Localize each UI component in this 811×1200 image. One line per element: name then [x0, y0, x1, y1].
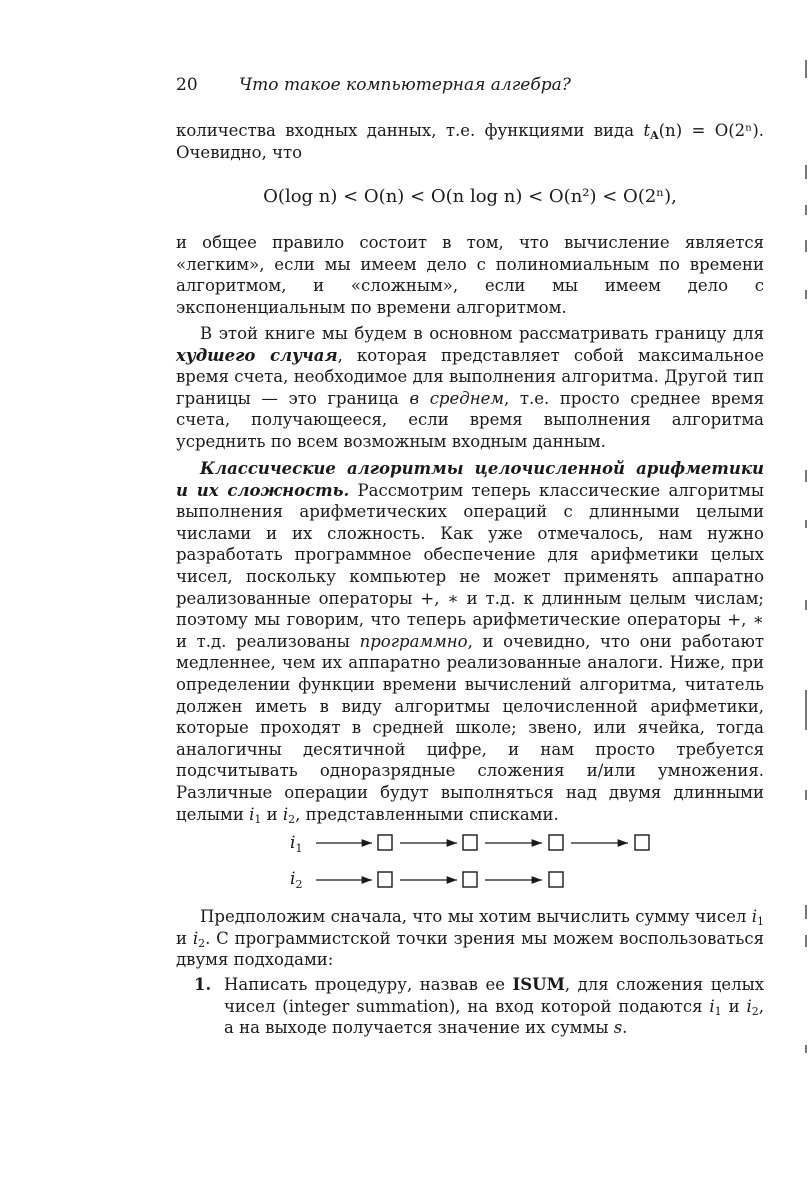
math-var: i: [192, 928, 199, 948]
math-subscript: 1: [757, 915, 764, 928]
list-item: [194, 974, 764, 1039]
paragraph-3: [176, 323, 764, 453]
paragraph-text: Предположим сначала, что мы хотим вычислить сумму чисел: [200, 907, 752, 926]
paragraph-5: [176, 906, 764, 971]
page-header: [176, 75, 571, 95]
numbered-list: [194, 974, 764, 1039]
math-subscript: 1: [254, 812, 262, 826]
math-var: t: [643, 121, 651, 140]
paragraph-text: количества входных данных, т.е. функциями вида: [176, 121, 644, 140]
paragraph-text: . С программистской точки зрения мы можем воспользоваться двумя подходами:: [176, 928, 764, 970]
list-cell: [549, 835, 563, 850]
section-heading: Классические алгоритмы целочисленной арифметики и их сложность.: [176, 459, 764, 500]
math-var: i: [709, 996, 715, 1016]
paragraph-text: Написать процедуру, назвав ее: [224, 975, 513, 994]
list-label-i1: $i_1$: [290, 833, 303, 855]
list-label-i2: $i_2$: [290, 869, 303, 891]
emphasis: худшего случая: [176, 345, 338, 365]
paragraph-text: , и очевидно, что они работают медленнее, чем их аппаратно реализованные аналоги. Ниже, при определении функции времени вычислений алгоритма, читатель должен иметь в виду алгоритмы целочисленной арифметики, которые проходят в средней школе; звено, или ячейка, тогда аналогичны десятичной цифре, и нам просто требуется подсчитывать одноразрядные сложения и/или умножения. Различные операции будут выполняться над двумя длинными целыми: [176, 631, 764, 824]
page-number: 20: [176, 75, 198, 95]
paragraph-4: [176, 458, 764, 825]
math-subscript: 2: [751, 1004, 759, 1018]
paragraph-text: В этой книге мы будем в основном рассматривать границу для: [200, 324, 764, 343]
paragraph-text: , т.е. просто среднее время счета, получающееся, если время выполнения алгоритма усреднить по всем возможным входным данным.: [176, 388, 764, 451]
emphasis: программно: [359, 631, 468, 651]
list-cell: [463, 872, 477, 887]
math-subscript: A: [650, 129, 659, 142]
paragraph-2: и общее правило состоит в том, что вычисление является «легким», если мы имеем дело с полиномиальным по времени алгоритмом, и «сложным», если мы имеем дело с экспоненциальным по времени алгоритмом.: [176, 233, 764, 317]
paragraph-text: и: [721, 996, 747, 1016]
list-marker: 1.: [194, 975, 212, 994]
procedure-name: ISUM: [512, 975, 565, 994]
display-formula: O(log n) < O(n) < O(n log n) < O(n²) < O(2ⁿ),: [263, 186, 677, 207]
math-var: i: [249, 804, 255, 824]
paragraph-text: , которая представляет собой максимальное время счета, необходимое для выполнения алгоритма. Другой тип границы — это граница: [176, 345, 765, 408]
list-cell: [463, 835, 477, 850]
list-item-body: [224, 974, 764, 1039]
list-cell: [549, 872, 563, 887]
list-cell: [378, 835, 392, 850]
paragraph-text: Рассмотрим теперь классические алгоритмы выполнения арифметических операций с длинными целыми числами и их сложность. Как уже отмечалось, нам нужно разработать программное обеспечение для арифметики целых чисел, поскольку компьютер не может применять аппаратно реализованные операторы +, ∗ и т.д. к длинным целым числам; поэтому мы говорим, что теперь арифметические операторы +, ∗ и т.д. реализованы: [176, 480, 764, 651]
math-var: i: [746, 996, 752, 1016]
paragraph-text: и: [176, 928, 193, 948]
scan-margin-marks: [797, 0, 811, 1200]
math-var: s: [613, 1018, 623, 1038]
math-subscript: 1: [714, 1004, 722, 1018]
linked-list-diagram: [288, 828, 668, 896]
list-cell: [635, 835, 649, 850]
paragraph-text: и: [261, 804, 283, 824]
emphasis: в среднем: [409, 388, 505, 408]
math-var: i: [282, 804, 289, 824]
paragraph-text: (n) = O(2ⁿ). Очевидно, что: [176, 121, 764, 162]
math-var: i: [751, 907, 757, 926]
math-subscript: 2: [288, 812, 296, 826]
paragraph-text: .: [622, 1018, 628, 1038]
paragraph-text: , представленными списками.: [295, 804, 559, 824]
paragraph-text: , а на выходе получается значение их суммы: [224, 996, 764, 1038]
math-subscript: 2: [198, 936, 206, 950]
list-cell: [378, 872, 392, 887]
paragraph-1: [176, 120, 764, 163]
paragraph-text: , для сложения целых чисел (integer summation), на вход которой подаются: [224, 975, 765, 1016]
running-title: Что такое компьютерная алгебра?: [239, 75, 571, 95]
